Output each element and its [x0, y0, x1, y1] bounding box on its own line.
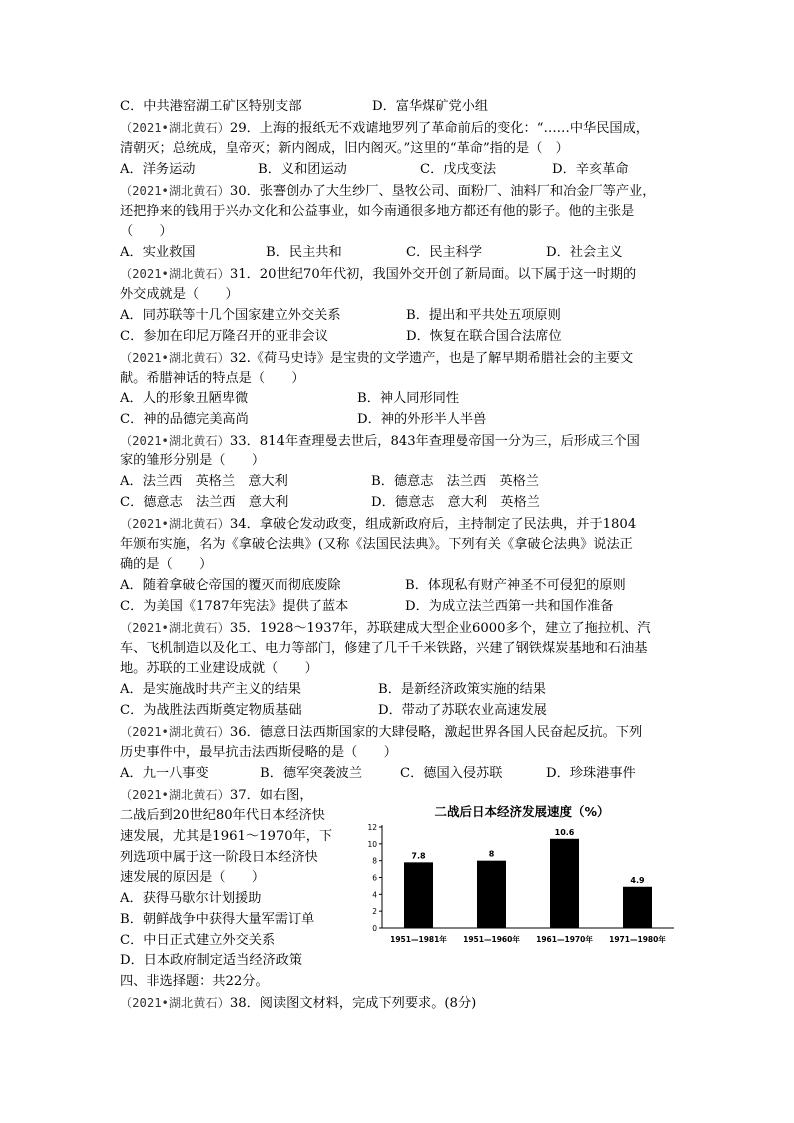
- bar: [550, 839, 579, 928]
- q35-option-a: A．是实施战时共产主义的结果: [120, 682, 301, 697]
- q31-option-d: D．恢复在联合国合法席位: [406, 329, 562, 344]
- q35-stem-line2: 车、飞机制造以及化工、电力等部门，修建了几千千米铁路，兴建了钢铁煤炭基地和石油基: [120, 641, 648, 656]
- q31-option-b: B．提出和平共处五项原则: [406, 308, 561, 323]
- y-tick-label: 10: [367, 839, 377, 849]
- bar-value-label: 4.9: [630, 875, 645, 885]
- q34-stem-line3: 确的是（ ）: [120, 557, 213, 572]
- q29-source: （2021•湖北黄石）: [120, 121, 230, 135]
- q36-option-c: C．德国入侵苏联: [400, 766, 503, 781]
- chart-title: 二战后日本经济发展速度（%）: [434, 804, 610, 819]
- q34-option-a: A．随着拿破仑帝国的覆灭而彻底废除: [120, 578, 341, 593]
- q36-stem-line2: 历史事件中，最早抗击法西斯侵略的是（ ）: [120, 745, 397, 760]
- q32-option-d: D．神的外形半人半兽: [357, 412, 487, 427]
- q37-stem-line3: 速发展，尤其是1961～1970年，下: [120, 829, 333, 844]
- q32-stem-line1: （2021•湖北黄石）32.《荷马史诗》是宝贵的文学遗产，也是了解早期希腊社会的主要文: [120, 351, 634, 366]
- q30-source: （2021•湖北黄石）: [120, 184, 230, 198]
- q29-option-c: C．戊戌变法: [420, 162, 497, 177]
- q33-option-d: D．德意志 意大利 英格兰: [371, 495, 540, 510]
- q30-option-c: C．民主科学: [406, 245, 483, 260]
- q36-source: （2021•湖北黄石）: [120, 725, 230, 739]
- q37-option-d: D．日本政府制定适当经济政策: [120, 953, 303, 968]
- q29-stem-line2: 清朝灭；总统成，皇帝灭；新内阁成，旧内阁灭。”这里的“革命”指的是（ ）: [120, 141, 569, 156]
- bar: [623, 887, 652, 928]
- q31-stem-line1: （2021•湖北黄石）31．20世纪70年代初，我国外交开创了新局面。以下属于这一时期的: [120, 267, 637, 282]
- y-tick-label: 2: [372, 907, 377, 917]
- q35-stem-line1: （2021•湖北黄石）35．1928～1937年，苏联建成大型企业6000多个，建立了拖拉机、汽: [120, 621, 651, 636]
- q32-stem-line2: 献。希腊神话的特点是（ ）: [120, 371, 305, 386]
- q32-option-c: C．神的品德完美高尚: [120, 412, 249, 427]
- x-category-label: 1951—1981年: [390, 935, 447, 944]
- q37-option-a: A．获得马歇尔计划援助: [120, 891, 262, 906]
- q35-option-c: C．为战胜法西斯奠定物质基础: [120, 703, 302, 718]
- bar: [404, 862, 433, 928]
- q30-stem-line2: 还把挣来的钱用于兴办文化和公益事业，如今南通很多地方都还有他的影子。他的主张是: [120, 204, 635, 219]
- q37-option-b: B．朝鲜战争中获得大量军需订单: [120, 912, 315, 927]
- chart-svg: [366, 800, 678, 952]
- q37-stem-line2: 二战后到20世纪80年代日本经济快: [120, 808, 325, 823]
- q35-option-d: D．带动了苏联农业高速发展: [378, 703, 547, 718]
- section-4-heading: 四、非选择题：共22分。: [120, 974, 269, 989]
- q37-option-c: C．中日正式建立外交关系: [120, 933, 276, 948]
- q31-option-c: C．参加在印尼万隆召开的亚非会议: [120, 329, 328, 344]
- q28-option-c: C．中共港窑湖工矿区特别支部: [120, 99, 302, 114]
- q29-option-d: D．辛亥革命: [552, 162, 629, 177]
- q30-option-b: B．民主共和: [266, 245, 342, 260]
- q31-stem-line2: 外交成就是（ ）: [120, 287, 239, 302]
- q38-source: （2021•湖北黄石）: [120, 996, 230, 1010]
- q30-stem-line3: （ ）: [120, 224, 173, 239]
- q35-source: （2021•湖北黄石）: [120, 621, 230, 635]
- y-tick-label: 12: [367, 823, 377, 832]
- bar-value-label: 10.6: [554, 827, 575, 837]
- q34-source: （2021•湖北黄石）: [120, 517, 230, 531]
- q32-option-a: A．人的形象丑陋卑微: [120, 391, 249, 406]
- q29-option-b: B．义和团运动: [258, 162, 347, 177]
- q35-stem-line3: 地。苏联的工业建设成就（ ）: [120, 661, 318, 676]
- x-category-label: 1951—1960年: [463, 935, 520, 944]
- q33-option-b: B．德意志 法兰西 英格兰: [371, 474, 539, 489]
- bar-value-label: 7.8: [411, 851, 426, 861]
- q38-stem-line1: （2021•湖北黄石）38．阅读图文材料，完成下列要求。(8分): [120, 996, 477, 1011]
- q33-option-a: A．法兰西 英格兰 意大利: [120, 474, 288, 489]
- q34-option-b: B．体现私有财产神圣不可侵犯的原则: [405, 578, 626, 593]
- q34-stem-line1: （2021•湖北黄石）34．拿破仑发动政变，组成新政府后，主持制定了民法典，并于1804: [120, 517, 637, 532]
- q36-option-b: B．德军突袭波兰: [260, 766, 363, 781]
- q33-source: （2021•湖北黄石）: [120, 434, 230, 448]
- q34-option-d: D．为成立法兰西第一共和国作准备: [405, 599, 614, 614]
- q36-stem-line1: （2021•湖北黄石）36．德意日法西斯国家的大肆侵略，激起世界各国人民奋起反抗。下列: [120, 725, 643, 740]
- q28-option-d: D．富华煤矿党小组: [372, 99, 489, 114]
- q29-option-a: A．洋务运动: [120, 162, 196, 177]
- q29-stem-line1: （2021•湖北黄石）29．上海的报纸无不戏谑地罗列了革命前后的变化：“……中华民国成，: [120, 121, 649, 136]
- y-tick-label: 4: [372, 890, 377, 900]
- bar-value-label: 8: [488, 849, 495, 859]
- q34-option-c: C．为美国《1787年宪法》提供了蓝本: [120, 599, 349, 614]
- q32-option-b: B．神人同形同性: [357, 391, 460, 406]
- q34-stem-line2: 年颁布实施，名为《拿破仑法典》(又称《法国民法典》。下列有关《拿破仑法典》说法正: [120, 537, 633, 552]
- q32-source: （2021•湖北黄石）: [120, 351, 230, 365]
- japan-economy-chart: [366, 800, 678, 952]
- bar: [477, 861, 506, 928]
- y-tick-label: 8: [372, 856, 377, 866]
- x-category-label: 1971—1980年: [609, 935, 666, 944]
- x-category-label: 1961—1970年: [536, 935, 593, 944]
- q37-stem-line1: （2021•湖北黄石）37．如右图，: [120, 788, 313, 803]
- q35-option-b: B．是新经济政策实施的结果: [378, 682, 546, 697]
- q31-option-a: A．同苏联等十几个国家建立外交关系: [120, 308, 341, 323]
- y-tick-label: 6: [372, 873, 377, 883]
- q36-option-a: A．九一八事变: [120, 766, 209, 781]
- q30-stem-line1: （2021•湖北黄石）30．张謇创办了大生纱厂、垦牧公司、面粉厂、油料厂和冶金厂等产业，: [120, 184, 656, 199]
- q30-option-d: D．社会主义: [546, 245, 623, 260]
- q30-option-a: A．实业救国: [120, 245, 196, 260]
- q37-stem-line4: 列选项中属于这一阶段日本经济快: [120, 850, 318, 865]
- q33-option-c: C．德意志 法兰西 意大利: [120, 495, 289, 510]
- q37-stem-line5: 速发展的原因是（ ）: [120, 870, 266, 885]
- q37-source: （2021•湖北黄石）: [120, 788, 230, 802]
- q36-option-d: D．珍珠港事件: [546, 766, 636, 781]
- q33-stem-line2: 家的雏形分别是（ ）: [120, 453, 266, 468]
- q31-source: （2021•湖北黄石）: [120, 267, 230, 281]
- y-tick-label: 0: [372, 924, 377, 933]
- q33-stem-line1: （2021•湖北黄石）33．814年查理曼去世后，843年查理曼帝国一分为三，后形成三个国: [120, 434, 640, 449]
